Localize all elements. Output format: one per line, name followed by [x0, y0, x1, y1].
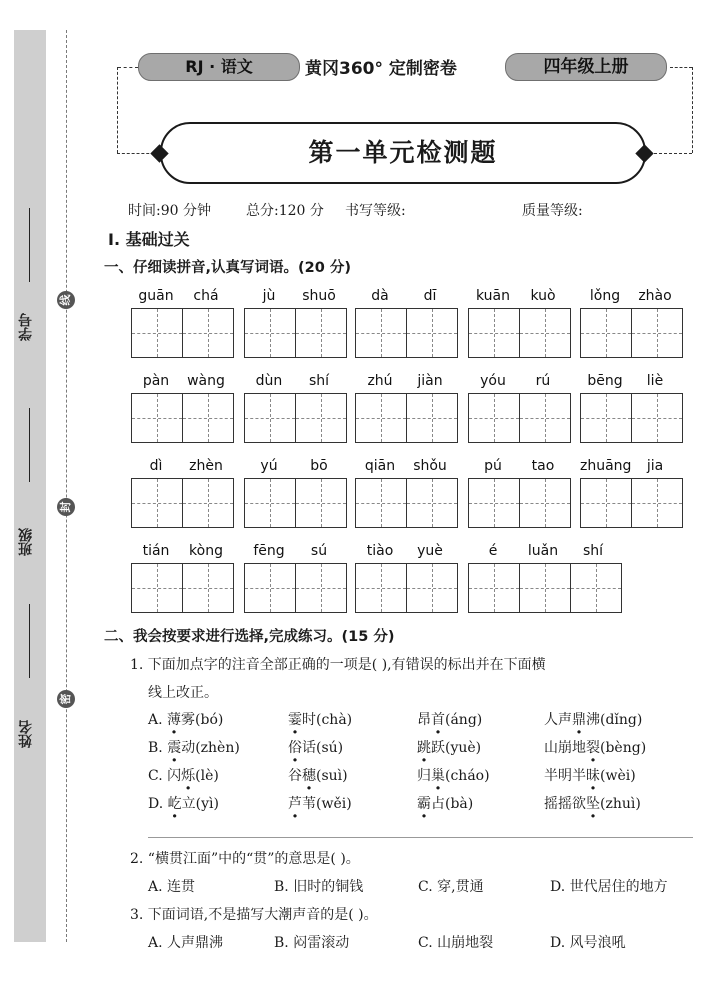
option-2d[interactable]: D. 世代居住的地方 [550, 879, 668, 895]
writing-cell[interactable] [406, 394, 457, 442]
pinyin-syllable: dùn [255, 373, 283, 389]
option-text: 动(zhèn) [181, 740, 240, 756]
writing-cell[interactable] [356, 564, 406, 612]
pinyin-syllable: yuè [417, 543, 443, 559]
name-blank [29, 604, 30, 678]
option-2c[interactable]: C. 穿,贯通 [418, 879, 484, 895]
option-text: (suì) [316, 768, 348, 784]
option-text: 谷 [288, 768, 302, 784]
dotted-character: 屹 [167, 796, 182, 812]
series-name: 黄冈360° 定制密卷 [305, 59, 457, 79]
writing-cell[interactable] [519, 309, 570, 357]
option-3b[interactable]: B. 闷雷滚动 [274, 935, 350, 951]
grade-pill: 四年级上册 [505, 53, 667, 81]
dotted-character: 霎 [288, 712, 302, 728]
writing-grid[interactable] [244, 563, 347, 613]
option-letter[interactable]: A. [148, 712, 163, 728]
pinyin-syllable: zhú [367, 373, 393, 389]
writing-grid[interactable] [580, 393, 683, 443]
class-blank [29, 408, 30, 482]
pinyin-syllable: shí [308, 373, 330, 389]
option-1b-item[interactable] [148, 737, 240, 757]
seal-secret-mark: 密 [57, 690, 75, 708]
writing-grid[interactable] [580, 478, 683, 528]
option-1d-item [288, 793, 352, 813]
student-id-blank [29, 208, 30, 282]
dotted-character: 震 [167, 740, 182, 756]
option-text: 话(sú) [302, 740, 344, 756]
pinyin-syllable: liè [646, 373, 664, 389]
dotted-character: 霸 [417, 796, 431, 812]
option-text: 苇(wěi) [302, 796, 352, 812]
option-text: 摇摇欲 [544, 796, 586, 812]
pinyin-syllable: tián [142, 543, 170, 559]
dotted-character: 芦 [288, 796, 302, 812]
exam-time: 时间:90 分钟 [128, 203, 211, 219]
option-text: 归 [417, 768, 431, 784]
pinyin-syllable: kòng [189, 543, 223, 559]
writing-grid[interactable] [355, 563, 458, 613]
option-text: 闪 [167, 768, 182, 784]
pinyin-syllable: shǒu [413, 458, 447, 474]
class-label: 班级 [18, 528, 34, 556]
writing-grid[interactable] [468, 563, 622, 613]
option-text: 跃(yuè) [431, 740, 482, 756]
option-text: 占(bà) [431, 796, 474, 812]
option-text: 雾(bó) [181, 712, 224, 728]
writing-cell[interactable] [469, 564, 519, 612]
writing-cell[interactable] [581, 309, 631, 357]
total-score: 总分:120 分 [246, 203, 324, 219]
writing-cell[interactable] [132, 309, 182, 357]
subject-pill: RJ · 语文 [138, 53, 300, 81]
option-1c-item [544, 765, 636, 785]
pinyin-syllable: jiàn [417, 373, 443, 389]
writing-cell[interactable] [406, 479, 457, 527]
writing-cell[interactable] [581, 479, 631, 527]
writing-cell[interactable] [132, 564, 182, 612]
option-text: (zhuì) [600, 796, 641, 812]
writing-cell[interactable] [245, 479, 295, 527]
dotted-character: 鼎 [572, 712, 586, 728]
writing-cell[interactable] [132, 394, 182, 442]
pinyin-syllable: tiào [366, 543, 394, 559]
pinyin-syllable: shuō [302, 288, 336, 304]
frame-line [654, 153, 692, 154]
option-text: 立(yì) [181, 796, 219, 812]
dotted-character: 薄 [167, 712, 182, 728]
option-letter[interactable]: D. [148, 796, 164, 812]
option-text: 山崩地 [544, 740, 586, 756]
writing-cell[interactable] [245, 394, 295, 442]
writing-cell[interactable] [469, 309, 519, 357]
dotted-character: 裂 [586, 740, 600, 756]
writing-cell[interactable] [295, 479, 346, 527]
pinyin-syllable: lǒng [589, 288, 621, 304]
quality-grade: 质量等级: [522, 203, 583, 219]
pinyin-syllable: jù [262, 288, 276, 304]
option-text: (cháo) [445, 768, 490, 784]
writing-cell[interactable] [519, 479, 570, 527]
pinyin-syllable: zhào [638, 288, 672, 304]
cut-line [66, 30, 67, 942]
option-letter[interactable]: B. [148, 740, 163, 756]
option-1a-item [288, 709, 352, 729]
pinyin-syllable: yú [260, 458, 278, 474]
dotted-character: 烁 [181, 768, 196, 784]
writing-cell[interactable] [631, 309, 682, 357]
writing-grid[interactable] [131, 563, 234, 613]
writing-cell[interactable] [132, 479, 182, 527]
writing-cell[interactable] [631, 394, 682, 442]
dotted-character: 巢 [431, 768, 445, 784]
option-text: 人声 [544, 712, 572, 728]
pinyin-syllable: rú [535, 373, 551, 389]
option-1c-item [417, 765, 490, 785]
writing-cell[interactable] [295, 564, 346, 612]
pinyin-syllable: dà [371, 288, 389, 304]
pinyin-syllable: bō [310, 458, 328, 474]
writing-cell[interactable] [182, 394, 233, 442]
writing-cell[interactable] [356, 479, 406, 527]
pinyin-syllable: qiān [364, 458, 396, 474]
option-3d[interactable]: D. 风号浪吼 [550, 935, 626, 951]
page-title: 第一单元检测题 [160, 122, 646, 184]
seal-line-mark: 线 [57, 291, 75, 309]
writing-cell[interactable] [406, 564, 457, 612]
dotted-character: 俗 [288, 740, 302, 756]
writing-cell[interactable] [631, 479, 682, 527]
option-1d-item[interactable] [148, 793, 219, 813]
option-1c-item[interactable] [148, 765, 219, 785]
option-letter[interactable]: C. [148, 768, 163, 784]
option-text: 半明半 [544, 768, 586, 784]
writing-cell[interactable] [182, 564, 233, 612]
student-id-label: 学号 [18, 313, 34, 341]
option-1d-item [544, 793, 641, 813]
pinyin-syllable: luǎn [527, 543, 559, 559]
writing-cell[interactable] [295, 309, 346, 357]
writing-cell[interactable] [469, 394, 519, 442]
writing-cell[interactable] [519, 564, 570, 612]
pinyin-syllable: tao [531, 458, 555, 474]
pinyin-syllable: fēng [253, 543, 285, 559]
sub-question-3: 3. 下面词语,不是描写大潮声音的是( )。 [130, 907, 378, 923]
writing-grid[interactable] [131, 478, 234, 528]
question-2-title: 二、我会按要求进行选择,完成练习。(15 分) [104, 629, 395, 645]
option-1a-item [417, 709, 482, 729]
dotted-character: 穗 [302, 768, 316, 784]
writing-cell[interactable] [570, 564, 621, 612]
writing-cell[interactable] [406, 309, 457, 357]
writing-cell[interactable] [182, 479, 233, 527]
pinyin-syllable: pú [484, 458, 502, 474]
pinyin-syllable: bēng [587, 373, 623, 389]
sub-question-2: 2. “横贯江面”中的“贯”的意思是( )。 [130, 851, 360, 867]
option-text: 昂 [417, 712, 431, 728]
writing-grid[interactable] [244, 308, 347, 358]
binding-strip [14, 30, 46, 942]
writing-cell[interactable] [245, 309, 295, 357]
option-2b[interactable]: B. 旧时的铜钱 [274, 879, 364, 895]
dotted-character: 昧 [586, 768, 600, 784]
pinyin-syllable: dī [423, 288, 437, 304]
option-1b-item [544, 737, 646, 757]
frame-line [117, 67, 118, 153]
option-1a-item[interactable] [148, 709, 223, 729]
option-1d-item [417, 793, 473, 813]
option-text: (áng) [445, 712, 483, 728]
pinyin-syllable: sú [310, 543, 328, 559]
writing-cell[interactable] [182, 309, 233, 357]
pinyin-syllable: shí [582, 543, 604, 559]
pinyin-syllable: kuān [475, 288, 510, 304]
frame-line [118, 67, 138, 68]
writing-cell[interactable] [519, 394, 570, 442]
option-text: (lè) [195, 768, 219, 784]
option-text: 时(chà) [302, 712, 353, 728]
writing-grade: 书写等级: [345, 203, 406, 219]
question-1-title: 一、仔细读拼音,认真写词语。(20 分) [104, 260, 351, 276]
writing-grid[interactable] [580, 308, 683, 358]
option-1b-item [288, 737, 343, 757]
part-title: Ⅰ. 基础过关 [108, 230, 190, 249]
option-1b-item [417, 737, 481, 757]
pinyin-syllable: zhuāng [580, 458, 632, 474]
dotted-character: 跳 [417, 740, 431, 756]
option-1c-item [288, 765, 348, 785]
writing-grid[interactable] [355, 478, 458, 528]
pinyin-syllable: yóu [480, 373, 506, 389]
sub-question-1: 1. 下面加点字的注音全部正确的一项是( ),有错误的标出并在下面横 [130, 657, 546, 673]
writing-grid[interactable] [468, 308, 571, 358]
answer-line[interactable] [148, 837, 693, 838]
writing-cell[interactable] [295, 394, 346, 442]
dotted-character: 坠 [586, 796, 600, 812]
pinyin-syllable: dì [149, 458, 163, 474]
option-text: (bèng) [600, 740, 647, 756]
pinyin-syllable: pàn [142, 373, 170, 389]
writing-cell[interactable] [469, 479, 519, 527]
writing-grid[interactable] [131, 393, 234, 443]
pinyin-syllable: jia [646, 458, 664, 474]
writing-cell[interactable] [356, 309, 406, 357]
writing-grid[interactable] [468, 478, 571, 528]
writing-grid[interactable] [355, 308, 458, 358]
writing-grid[interactable] [131, 308, 234, 358]
frame-line [670, 67, 692, 68]
pinyin-syllable: kuò [530, 288, 556, 304]
option-3c[interactable]: C. 山崩地裂 [418, 935, 494, 951]
writing-cell[interactable] [356, 394, 406, 442]
option-1a-item [544, 709, 642, 729]
seal-seal-mark: 封 [57, 498, 75, 516]
writing-grid[interactable] [468, 393, 571, 443]
writing-cell[interactable] [245, 564, 295, 612]
pinyin-syllable: guān [138, 288, 174, 304]
pinyin-syllable: chá [193, 288, 219, 304]
sub-question-1-cont: 线上改正。 [148, 685, 218, 701]
pinyin-syllable: wàng [187, 373, 225, 389]
option-3a[interactable]: A. 人声鼎沸 [148, 935, 224, 951]
writing-grid[interactable] [244, 478, 347, 528]
option-text: (wèi) [600, 768, 636, 784]
writing-grid[interactable] [355, 393, 458, 443]
frame-line [692, 67, 693, 153]
pinyin-syllable: é [488, 543, 498, 559]
option-2a[interactable]: A. 连贯 [148, 879, 196, 895]
pinyin-syllable: zhèn [189, 458, 223, 474]
writing-grid[interactable] [244, 393, 347, 443]
name-label: 姓名 [18, 720, 34, 748]
writing-cell[interactable] [581, 394, 631, 442]
option-text: 沸(dǐng) [586, 712, 643, 728]
dotted-character: 首 [431, 712, 445, 728]
